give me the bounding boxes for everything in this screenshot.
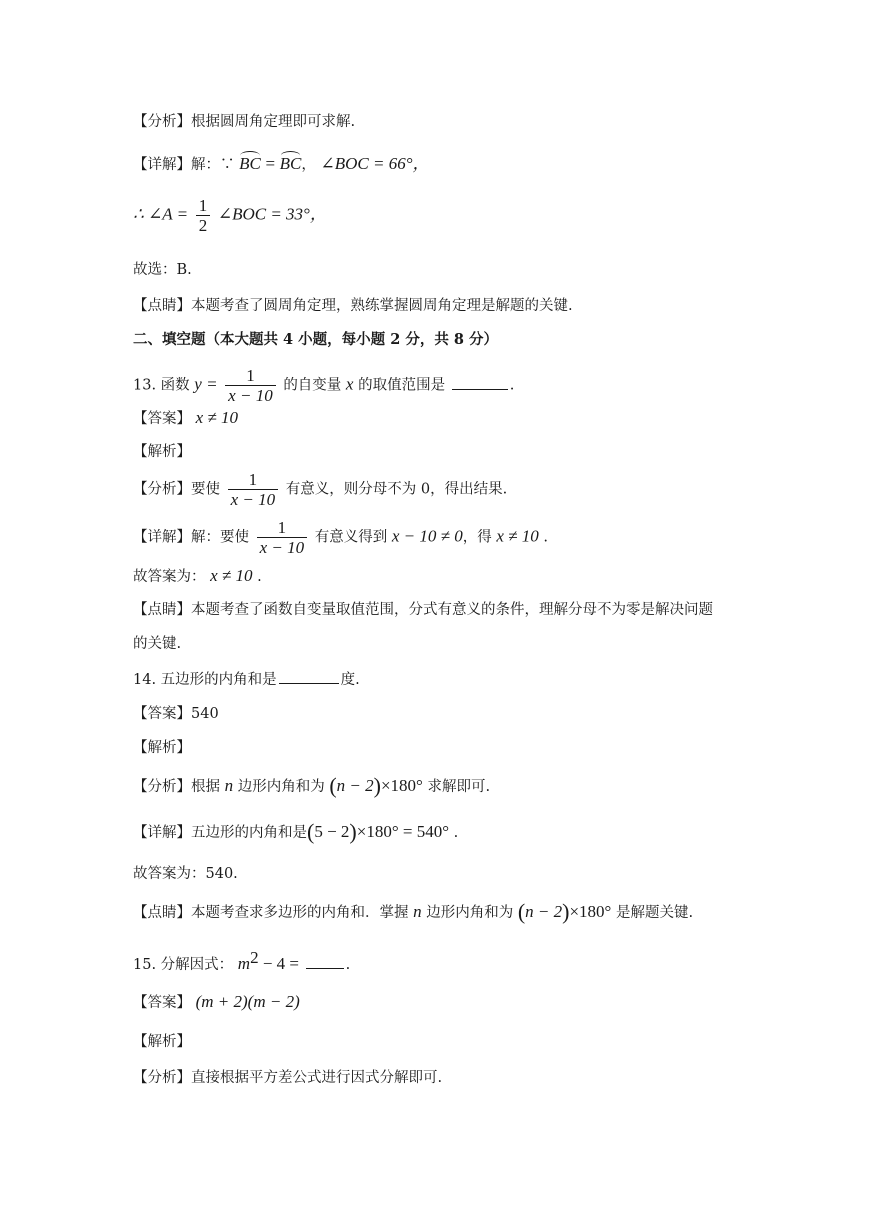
q14-parse-label: 【解析】: [133, 740, 191, 756]
answer-value: 540: [191, 706, 219, 722]
q14-detail-pre: 【详解】五边形的内角和是: [133, 825, 307, 841]
q14-analysis-pre: 【分析】根据: [133, 779, 220, 795]
q14-analysis: [133, 773, 491, 798]
q13-final-pre: 故答案为：: [133, 569, 206, 585]
q15-analysis: 【分析】直接根据平方差公式进行因式分解即可.: [133, 1070, 443, 1086]
q14-comment-end: 是解题关键.: [615, 905, 694, 921]
q14-comment-mid: 边形内角和为: [426, 905, 514, 921]
q13-stem-post: 的自变量: [283, 377, 342, 394]
q14-comment-formula-rest: ×180°: [569, 902, 612, 921]
q12-choice: 故选：B.: [133, 262, 192, 278]
answer-blank: [279, 668, 339, 684]
q12-detail: [133, 154, 430, 175]
q15-answer: [133, 992, 300, 1013]
q13-x: x: [345, 374, 354, 394]
q14-detail-rest: ×180° = 540°: [356, 822, 450, 841]
q14-detail-inner: 5 − 2: [314, 822, 350, 841]
answer-value: (m + 2)(m − 2): [195, 992, 300, 1011]
q13-detail-inequality: x − 10 ≠ 0: [391, 526, 463, 546]
fraction-numerator: 1: [198, 196, 208, 215]
q14-final: 故答案为：540.: [133, 866, 238, 882]
q12-detail-prefix: 【详解】解：∵: [133, 157, 235, 173]
q14-comment-formula-inner: n − 2: [525, 902, 563, 921]
q13-analysis: [133, 470, 507, 509]
q14-comment: [133, 899, 694, 924]
right-paren: ): [562, 899, 570, 924]
q13-detail-result: x ≠ 10: [496, 526, 539, 546]
q14-comment-pre: 【点睛】本题考查求多边形的内角和．掌握: [133, 905, 409, 921]
q14-detail: [133, 819, 459, 844]
q14-detail-end: .: [453, 825, 459, 841]
left-paren: (: [329, 773, 337, 798]
arc-bc-1: BC: [239, 154, 261, 173]
fraction-denominator: x − 10: [228, 489, 279, 509]
fraction-numerator: 1: [277, 518, 287, 537]
q14-analysis-end: 求解即可.: [427, 779, 491, 795]
q13-parse-label: 【解析】: [133, 444, 191, 460]
q13-comment-line1: 【点睛】本题考查了函数自变量取值范围，分式有意义的条件，理解分母不为零是解决问题: [133, 602, 713, 618]
angle-boc-value: ∠BOC = 66°，: [320, 154, 430, 173]
q12-analysis: 【分析】根据圆周角定理即可求解.: [133, 114, 356, 130]
q14-formula-rest: ×180°: [380, 776, 423, 795]
q14-n: n: [224, 776, 234, 795]
q13-stem-end: 的取值范围是: [358, 377, 446, 394]
answer-blank: [452, 374, 508, 390]
answer-blank: [306, 953, 344, 969]
q13-final: [133, 566, 262, 587]
q15-stem: [133, 948, 350, 975]
left-paren: (: [307, 819, 315, 844]
right-paren: ): [373, 773, 381, 798]
q13-comment-line2: 的关键.: [133, 636, 182, 652]
q13-stem-pre: 13. 函数: [133, 377, 190, 394]
q14-stem-pre: 14. 五边形的内角和是: [133, 672, 277, 688]
q15-m: m: [237, 953, 251, 973]
fraction-one-half: [196, 196, 211, 235]
q15-stem-pre: 15. 分解因式：: [133, 956, 234, 973]
q14-stem-end: 度.: [340, 672, 360, 688]
q13-fraction: [225, 366, 276, 405]
fraction-denominator: 2: [196, 215, 211, 235]
therefore-rest: ∠BOC = 33°，: [217, 204, 327, 224]
q14-formula-inner: n − 2: [336, 776, 374, 795]
q15-stem-end: .: [345, 956, 351, 973]
q13-detail-end: .: [543, 529, 548, 546]
q14-stem: [133, 668, 360, 690]
q13-final-end: .: [257, 569, 262, 585]
q13-period: .: [509, 377, 515, 394]
fraction-numerator: 1: [248, 470, 258, 489]
q13-analysis-fraction: [228, 470, 279, 509]
q13-final-value: x ≠ 10: [210, 566, 253, 585]
comma: ，: [301, 157, 316, 173]
q13-analysis-post: 有意义，则分母不为 0，得出结果.: [285, 481, 508, 498]
q13-y: y =: [194, 374, 218, 394]
q15-exponent: 2: [250, 948, 259, 967]
fraction-numerator: 1: [246, 366, 255, 385]
answer-label: 【答案】: [133, 411, 191, 427]
q15-parse-label: 【解析】: [133, 1034, 191, 1050]
q14-analysis-mid: 边形内角和为: [237, 779, 325, 795]
equals-sign: =: [265, 154, 276, 173]
q13-detail-fraction: [257, 518, 308, 557]
answer-label: 【答案】: [133, 706, 191, 722]
fraction-denominator: x − 10: [257, 537, 308, 557]
left-paren: (: [517, 899, 526, 924]
q14-answer: [133, 704, 219, 724]
q13-detail-mid: 有意义得到: [314, 529, 388, 546]
q13-detail: [133, 518, 548, 557]
q15-stem-rest: − 4 =: [258, 953, 299, 973]
q13-stem: [133, 366, 514, 405]
q13-detail-pre: 【详解】解：要使: [133, 529, 249, 546]
arc-bc-2: BC: [279, 154, 302, 173]
section-title: 二、填空题（本大题共 4 小题，每小题 2 分，共 8 分）: [133, 331, 499, 348]
right-paren: ): [349, 819, 357, 844]
q13-answer: [133, 408, 238, 429]
fraction-denominator: x − 10: [225, 385, 276, 405]
q13-detail-mid2: ，得: [462, 529, 492, 546]
q12-therefore: [133, 196, 327, 235]
q13-analysis-pre: 【分析】要使: [133, 481, 220, 498]
answer-value: x ≠ 10: [195, 408, 238, 427]
answer-label: 【答案】: [133, 995, 191, 1011]
q12-comment: 【点睛】本题考查了圆周角定理，熟练掌握圆周角定理是解题的关键.: [133, 298, 573, 314]
q14-comment-n: n: [413, 902, 422, 921]
therefore-angle-a: ∴ ∠A =: [133, 204, 189, 224]
